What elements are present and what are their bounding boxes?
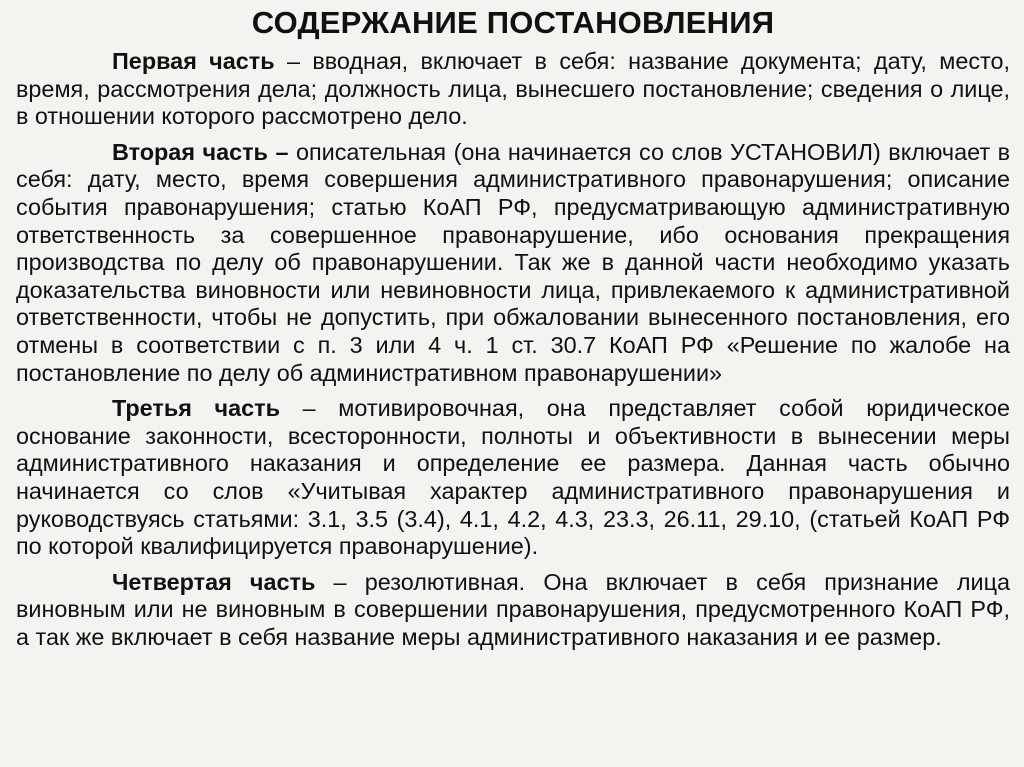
part-2-text: описательная (она начинается со слов УСТАНОВИЛ) включает в себя: дату, место, время совершения административного правонарушения; описание события правонарушения; статью КоАП РФ, предусматривающую административную ответственность за совершенное правонарушение, ибо основания прекращения производства по делу об правонарушении. Так же в данной части необходимо указать доказательства виновности или невиновности лица, привлекаемого к административной ответственности, чтобы не допустить, при обжаловании вынесенного постановления, его отмены в соответствии с п. 3 или 4 ч. 1 ст. 30.7 КоАП РФ «Решение по жалобе на постановление по делу об административном правонарушении»	[16, 138, 1010, 386]
part-1-text: – вводная, включает в себя: название документа; дату, место, время, рассмотрения дела; должность лица, вынесшего постановление; сведения о лице, в отношении которого рассмотрено дело.	[16, 48, 1010, 130]
paragraph-part-3	[16, 395, 1010, 561]
part-3-text: – мотивировочная, она представляет собой юридическое основание законности, всесторонности, полноты и объективности в вынесении меры административного наказания и определение ее размера. Данная часть обычно начинается со слов «Учитывая характер административного правонарушения и руководствуясь статьями: 3.1, 3.5 (3.4), 4.1, 4.2, 4.3, 23.3, 26.11, 29.10, (статьей КоАП РФ по которой квалифицируется правонарушение).	[16, 395, 1010, 560]
paragraph-part-4	[16, 569, 1010, 652]
page-title: СОДЕРЖАНИЕ ПОСТАНОВЛЕНИЯ	[251, 5, 775, 40]
part-1-heading: Первая часть	[112, 48, 275, 74]
part-4-heading: Четвертая часть	[112, 568, 316, 595]
paragraph-part-1	[16, 48, 1010, 131]
part-3-heading: Третья часть	[112, 395, 280, 422]
part-2-heading: Вторая часть –	[112, 138, 289, 165]
part-4-text: – резолютивная. Она включает в себя признание лица виновным или не виновным в совершении правонарушения, предусмотренного КоАП РФ, а так же включает в себя название меры административного наказания и ее размер.	[16, 568, 1010, 650]
paragraph-part-2	[16, 139, 1010, 387]
